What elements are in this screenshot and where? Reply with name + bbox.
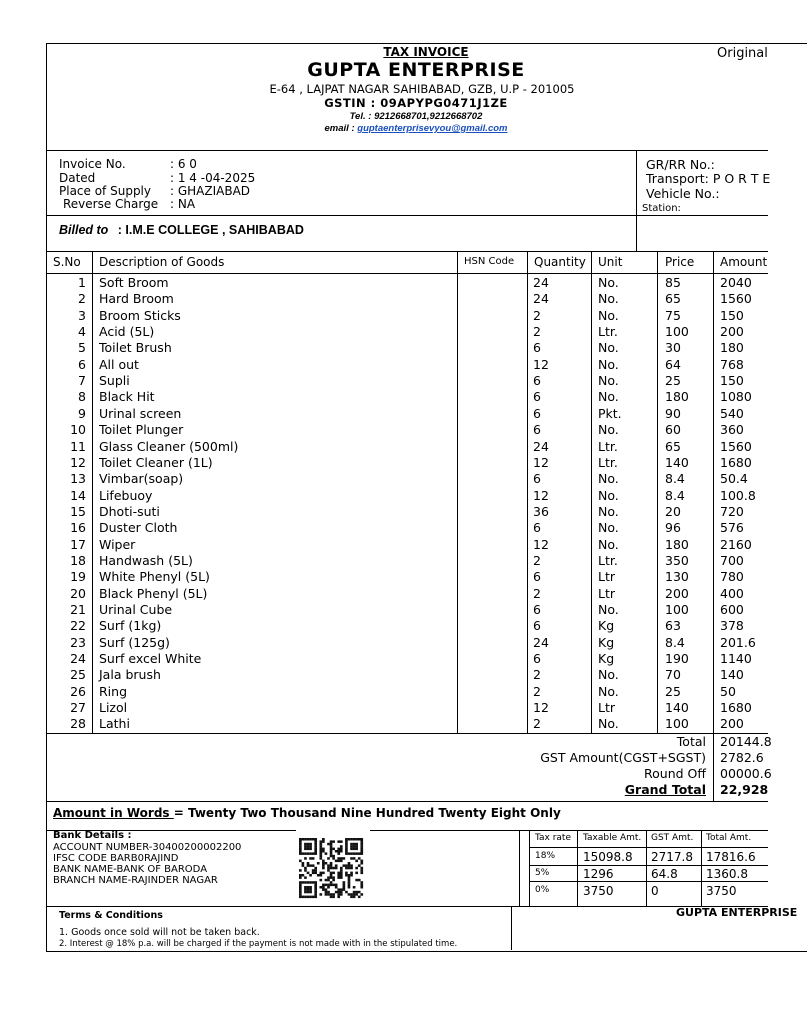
cell-sno: 4 bbox=[78, 324, 86, 340]
cell-price: 25 bbox=[665, 683, 681, 699]
cell-description: Urinal screen bbox=[99, 405, 182, 421]
bank-ifsc: IFSC CODE BARB0RAJIND bbox=[53, 853, 179, 864]
cell-quantity: 24 bbox=[533, 275, 549, 290]
cell-price: 63 bbox=[665, 618, 681, 634]
cell-unit: Ltr bbox=[598, 585, 616, 601]
cell-quantity: 2 bbox=[533, 552, 541, 568]
reverse-charge: : NA bbox=[170, 197, 196, 211]
table-row bbox=[0, 553, 768, 569]
cell-amount: 1140 bbox=[720, 651, 752, 667]
bank-title: Bank Details : bbox=[53, 830, 132, 841]
cell-price: 30 bbox=[665, 340, 681, 356]
cell-description: Dhoti-suti bbox=[99, 503, 160, 519]
cell-description: Soft Broom bbox=[99, 275, 169, 290]
tax-cell: 1296 bbox=[583, 867, 614, 881]
divider bbox=[370, 830, 768, 831]
cell-unit: No. bbox=[598, 667, 619, 683]
cell-price: 75 bbox=[665, 307, 681, 323]
cell-price: 60 bbox=[665, 422, 681, 438]
cell-description: Toilet Cleaner (1L) bbox=[99, 454, 213, 470]
cell-amount: 150 bbox=[720, 307, 744, 323]
cell-sno: 12 bbox=[70, 454, 86, 470]
cell-description: Broom Sticks bbox=[99, 307, 181, 323]
cell-unit: No. bbox=[598, 471, 619, 487]
table-row bbox=[0, 488, 768, 504]
cell-amount: 720 bbox=[720, 503, 744, 519]
cell-price: 100 bbox=[665, 716, 689, 732]
th-amount: Amount bbox=[720, 255, 768, 269]
billed-to-label: Billed to bbox=[59, 223, 109, 237]
tax-cell: 64.8 bbox=[651, 867, 678, 881]
terms-title: Terms & Conditions bbox=[59, 910, 163, 921]
divider bbox=[46, 215, 768, 216]
email-label: email : bbox=[324, 123, 355, 134]
cell-amount: 400 bbox=[720, 585, 744, 601]
cell-price: 130 bbox=[665, 569, 689, 585]
cell-description: White Phenyl (5L) bbox=[99, 569, 210, 585]
cell-sno: 15 bbox=[70, 503, 86, 519]
table-row bbox=[0, 373, 768, 389]
col-divider bbox=[646, 830, 647, 906]
bank-account: ACCOUNT NUMBER-30400200002200 bbox=[53, 842, 242, 853]
cell-unit: Kg bbox=[598, 651, 615, 667]
gst-value: 2782.6 bbox=[720, 750, 764, 765]
company-gstin: GSTIN : 09APYPG0471J1ZE bbox=[324, 96, 508, 110]
billed-to-line bbox=[59, 223, 304, 237]
cell-amount: 1560 bbox=[720, 438, 752, 454]
place-of-supply: : GHAZIABAD bbox=[170, 184, 251, 198]
cell-amount: 576 bbox=[720, 520, 744, 536]
cell-sno: 19 bbox=[70, 569, 86, 585]
cell-quantity: 12 bbox=[533, 487, 549, 503]
table-row bbox=[0, 520, 768, 536]
cell-price: 100 bbox=[665, 324, 689, 340]
tax-header: Total Amt. bbox=[706, 833, 752, 843]
table-row bbox=[0, 716, 768, 732]
cell-price: 25 bbox=[665, 373, 681, 389]
th-quantity: Quantity bbox=[534, 255, 586, 269]
cell-unit: Ltr bbox=[598, 569, 616, 585]
cell-price: 140 bbox=[665, 700, 689, 716]
cell-sno: 9 bbox=[78, 405, 86, 421]
cell-unit: No. bbox=[598, 503, 619, 519]
table-row bbox=[0, 586, 768, 602]
cell-unit: No. bbox=[598, 520, 619, 536]
divider bbox=[46, 273, 768, 274]
invoice-no-label: Invoice No. bbox=[59, 157, 126, 171]
signature-company: GUPTA ENTERPRISE bbox=[676, 906, 798, 919]
cell-description: Glass Cleaner (500ml) bbox=[99, 438, 239, 454]
grand-total-label: Grand Total bbox=[624, 782, 706, 797]
qr-code bbox=[299, 838, 363, 898]
cell-price: 8.4 bbox=[665, 487, 685, 503]
gst-label: GST Amount(CGST+SGST) bbox=[540, 750, 706, 765]
tax-header: Taxable Amt. bbox=[583, 833, 642, 843]
cell-sno: 17 bbox=[70, 536, 86, 552]
cell-amount: 1080 bbox=[720, 389, 752, 405]
table-row bbox=[0, 389, 768, 405]
cell-quantity: 2 bbox=[533, 716, 541, 732]
cell-amount: 768 bbox=[720, 356, 744, 372]
company-address: E-64 , LAJPAT NAGAR SAHIBABAD, GZB, U.P - 201005 bbox=[269, 82, 575, 96]
cell-unit: Ltr. bbox=[598, 552, 618, 568]
cell-unit: No. bbox=[598, 373, 619, 389]
tax-cell: 1360.8 bbox=[706, 867, 748, 881]
cell-sno: 16 bbox=[70, 520, 86, 536]
divider bbox=[46, 801, 768, 802]
cell-amount: 600 bbox=[720, 602, 744, 617]
cell-description: Black Hit bbox=[99, 389, 155, 405]
th-unit: Unit bbox=[598, 255, 623, 269]
table-row bbox=[0, 422, 768, 438]
table-row bbox=[0, 291, 768, 307]
col-divider bbox=[701, 830, 702, 906]
doc-title: TAX INVOICE bbox=[383, 45, 469, 59]
amount-in-words-value: = Twenty Two Thousand Nine Hundred Twenty Eight Only bbox=[173, 806, 561, 820]
divider bbox=[46, 150, 768, 151]
company-tel: Tel. : 9212668701,9212668702 bbox=[349, 111, 483, 122]
dated: : 1 4 -04-2025 bbox=[170, 171, 256, 185]
gr-rr-no: GR/RR No.: bbox=[646, 157, 715, 172]
dated-label: Dated bbox=[59, 171, 96, 185]
copy-label: Original bbox=[717, 46, 768, 61]
table-row bbox=[0, 618, 768, 634]
cell-quantity: 12 bbox=[533, 700, 549, 716]
cell-unit: No. bbox=[598, 340, 619, 356]
th-sno: S.No bbox=[53, 255, 81, 269]
cell-quantity: 36 bbox=[533, 503, 549, 519]
cell-unit: No. bbox=[598, 422, 619, 438]
tax-cell: 0% bbox=[535, 885, 550, 895]
cell-quantity: 6 bbox=[533, 569, 541, 585]
table-row bbox=[0, 324, 768, 340]
th-hsn: HSN Code bbox=[464, 256, 515, 267]
table-row bbox=[0, 406, 768, 422]
cell-sno: 22 bbox=[70, 618, 86, 634]
cell-sno: 3 bbox=[78, 307, 86, 323]
table-row bbox=[0, 275, 768, 291]
cell-price: 8.4 bbox=[665, 634, 685, 650]
col-divider bbox=[511, 906, 512, 950]
company-email-line bbox=[46, 123, 786, 134]
cell-description: Black Phenyl (5L) bbox=[99, 585, 208, 601]
cell-unit: No. bbox=[598, 389, 619, 405]
cell-description: Lifebuoy bbox=[99, 487, 153, 503]
cell-quantity: 12 bbox=[533, 536, 549, 552]
cell-unit: Pkt. bbox=[598, 405, 622, 421]
table-row bbox=[0, 602, 768, 618]
table-row bbox=[0, 635, 768, 651]
grand-total-value: 22,928 bbox=[720, 782, 769, 797]
divider bbox=[636, 150, 637, 251]
col-divider bbox=[577, 830, 578, 906]
cell-unit: No. bbox=[598, 291, 619, 307]
cell-unit: Ltr bbox=[598, 700, 616, 716]
cell-amount: 1560 bbox=[720, 291, 752, 307]
cell-amount: 200 bbox=[720, 716, 744, 732]
cell-quantity: 6 bbox=[533, 602, 541, 617]
tax-cell: 3750 bbox=[583, 884, 614, 898]
cell-description: Toilet Plunger bbox=[99, 422, 184, 438]
tax-cell: 15098.8 bbox=[583, 850, 633, 864]
email-link[interactable]: guptaenterprisevyou@gmail.com bbox=[357, 123, 508, 134]
cell-sno: 2 bbox=[78, 291, 86, 307]
cell-description: Surf excel White bbox=[99, 651, 202, 667]
cell-quantity: 6 bbox=[533, 651, 541, 667]
cell-description: Acid (5L) bbox=[99, 324, 155, 340]
cell-quantity: 6 bbox=[533, 618, 541, 634]
cell-sno: 28 bbox=[70, 716, 86, 732]
cell-price: 350 bbox=[665, 552, 689, 568]
cell-amount: 2040 bbox=[720, 275, 752, 290]
cell-price: 64 bbox=[665, 356, 681, 372]
divider bbox=[46, 906, 768, 907]
table-row bbox=[0, 504, 768, 520]
company-name: GUPTA ENTERPRISE bbox=[307, 59, 525, 81]
cell-quantity: 6 bbox=[533, 389, 541, 405]
cell-amount: 780 bbox=[720, 569, 744, 585]
cell-unit: No. bbox=[598, 716, 619, 732]
th-description: Description of Goods bbox=[99, 255, 225, 269]
cell-sno: 27 bbox=[70, 700, 86, 716]
cell-sno: 24 bbox=[70, 651, 86, 667]
table-row bbox=[0, 700, 768, 716]
cell-unit: No. bbox=[598, 487, 619, 503]
cell-sno: 13 bbox=[70, 471, 86, 487]
cell-description: Vimbar(soap) bbox=[99, 471, 184, 487]
cell-amount: 2160 bbox=[720, 536, 752, 552]
cell-sno: 20 bbox=[70, 585, 86, 601]
cell-quantity: 6 bbox=[533, 471, 541, 487]
cell-quantity: 24 bbox=[533, 634, 549, 650]
cell-description: Wiper bbox=[99, 536, 136, 552]
cell-price: 140 bbox=[665, 454, 689, 470]
cell-sno: 26 bbox=[70, 683, 86, 699]
cell-amount: 700 bbox=[720, 552, 744, 568]
cell-unit: No. bbox=[598, 307, 619, 323]
cell-unit: Ltr. bbox=[598, 438, 618, 454]
cell-description: Handwash (5L) bbox=[99, 552, 193, 568]
total-value: 20144.8 bbox=[720, 734, 772, 749]
cell-price: 190 bbox=[665, 651, 689, 667]
table-row bbox=[0, 537, 768, 553]
roundoff-label: Round Off bbox=[644, 766, 706, 781]
station: Station: bbox=[642, 203, 681, 214]
cell-amount: 201.6 bbox=[720, 634, 756, 650]
cell-unit: No. bbox=[598, 275, 619, 290]
cell-quantity: 12 bbox=[533, 454, 549, 470]
cell-sno: 7 bbox=[78, 373, 86, 389]
cell-price: 200 bbox=[665, 585, 689, 601]
cell-description: Surf (1kg) bbox=[99, 618, 162, 634]
cell-description: Lathi bbox=[99, 716, 130, 732]
cell-amount: 50.4 bbox=[720, 471, 748, 487]
invoice-no: : 6 0 bbox=[170, 157, 197, 171]
tax-cell: 2717.8 bbox=[651, 850, 693, 864]
amount-in-words-label: Amount in Words bbox=[53, 806, 174, 820]
cell-price: 100 bbox=[665, 602, 689, 617]
cell-sno: 8 bbox=[78, 389, 86, 405]
cell-amount: 100.8 bbox=[720, 487, 756, 503]
col-divider bbox=[529, 830, 530, 906]
cell-unit: No. bbox=[598, 602, 619, 617]
cell-amount: 150 bbox=[720, 373, 744, 389]
table-row bbox=[0, 340, 768, 356]
cell-quantity: 2 bbox=[533, 667, 541, 683]
table-row bbox=[0, 455, 768, 471]
tax-cell: 0 bbox=[651, 884, 659, 898]
cell-quantity: 2 bbox=[533, 307, 541, 323]
reverse-label: Reverse Charge bbox=[63, 197, 159, 211]
cell-unit: Ltr. bbox=[598, 324, 618, 340]
cell-amount: 360 bbox=[720, 422, 744, 438]
cell-amount: 50 bbox=[720, 683, 736, 699]
transport: Transport: P O R T E bbox=[646, 171, 771, 186]
tax-cell: 3750 bbox=[706, 884, 737, 898]
cell-quantity: 2 bbox=[533, 585, 541, 601]
cell-sno: 14 bbox=[70, 487, 86, 503]
table-row bbox=[0, 471, 768, 487]
cell-amount: 378 bbox=[720, 618, 744, 634]
cell-price: 180 bbox=[665, 536, 689, 552]
cell-unit: Kg bbox=[598, 618, 615, 634]
cell-amount: 1680 bbox=[720, 454, 752, 470]
cell-quantity: 6 bbox=[533, 373, 541, 389]
cell-unit: No. bbox=[598, 683, 619, 699]
table-row bbox=[0, 569, 768, 585]
table-row bbox=[0, 667, 768, 683]
table-row bbox=[0, 357, 768, 373]
col-divider bbox=[519, 830, 520, 906]
cell-price: 65 bbox=[665, 291, 681, 307]
cell-price: 90 bbox=[665, 405, 681, 421]
roundoff-value: 00000.6 bbox=[720, 766, 772, 781]
cell-sno: 21 bbox=[70, 602, 86, 617]
amount-in-words bbox=[53, 806, 561, 820]
cell-price: 85 bbox=[665, 275, 681, 290]
cell-sno: 10 bbox=[70, 422, 86, 438]
cell-price: 20 bbox=[665, 503, 681, 519]
vehicle-no: Vehicle No.: bbox=[646, 186, 720, 201]
cell-sno: 11 bbox=[70, 438, 86, 454]
cell-quantity: 6 bbox=[533, 422, 541, 438]
cell-description: Lizol bbox=[99, 700, 128, 716]
billed-to-value: : I.M.E COLLEGE , SAHIBABAD bbox=[117, 223, 304, 237]
cell-sno: 18 bbox=[70, 552, 86, 568]
cell-quantity: 6 bbox=[533, 405, 541, 421]
cell-unit: No. bbox=[598, 356, 619, 372]
cell-amount: 200 bbox=[720, 324, 744, 340]
cell-amount: 180 bbox=[720, 340, 744, 356]
cell-price: 8.4 bbox=[665, 471, 685, 487]
cell-description: All out bbox=[99, 356, 139, 372]
cell-description: Supli bbox=[99, 373, 130, 389]
table-row bbox=[0, 684, 768, 700]
divider bbox=[46, 251, 768, 252]
cell-price: 180 bbox=[665, 389, 689, 405]
terms-line-1: 1. Goods once sold will not be taken back. bbox=[59, 927, 260, 938]
cell-description: Toilet Brush bbox=[99, 340, 172, 356]
bank-branch: BRANCH NAME-RAJINDER NAGAR bbox=[53, 875, 218, 886]
cell-description: Hard Broom bbox=[99, 291, 174, 307]
cell-amount: 540 bbox=[720, 405, 744, 421]
cell-sno: 25 bbox=[70, 667, 86, 683]
place-label: Place of Supply bbox=[59, 184, 151, 198]
th-price: Price bbox=[665, 255, 695, 269]
cell-amount: 1680 bbox=[720, 700, 752, 716]
tax-header: GST Amt. bbox=[651, 833, 694, 843]
cell-sno: 23 bbox=[70, 634, 86, 650]
cell-quantity: 12 bbox=[533, 356, 549, 372]
cell-description: Duster Cloth bbox=[99, 520, 178, 536]
cell-description: Ring bbox=[99, 683, 128, 699]
tax-cell: 17816.6 bbox=[706, 850, 756, 864]
cell-quantity: 2 bbox=[533, 683, 541, 699]
cell-unit: Ltr. bbox=[598, 454, 618, 470]
divider bbox=[529, 847, 768, 848]
table-row bbox=[0, 651, 768, 667]
cell-quantity: 6 bbox=[533, 340, 541, 356]
cell-description: Jala brush bbox=[99, 667, 161, 683]
cell-price: 65 bbox=[665, 438, 681, 454]
tax-cell: 5% bbox=[535, 868, 550, 878]
table-row bbox=[0, 308, 768, 324]
cell-quantity: 2 bbox=[533, 324, 541, 340]
cell-quantity: 6 bbox=[533, 520, 541, 536]
divider bbox=[529, 881, 768, 882]
cell-quantity: 24 bbox=[533, 291, 549, 307]
cell-unit: Kg bbox=[598, 634, 615, 650]
tax-cell: 18% bbox=[535, 851, 556, 861]
terms-line-2: 2. Interest @ 18% p.a. will be charged if the payment is not made with in the stipulated time. bbox=[59, 939, 458, 949]
cell-sno: 5 bbox=[78, 340, 86, 356]
table-row bbox=[0, 439, 768, 455]
cell-sno: 1 bbox=[78, 275, 86, 290]
total-label: Total bbox=[676, 734, 706, 749]
cell-price: 96 bbox=[665, 520, 681, 536]
cell-description: Surf (125g) bbox=[99, 634, 170, 650]
cell-price: 70 bbox=[665, 667, 681, 683]
divider bbox=[529, 865, 768, 866]
bank-name: BANK NAME-BANK OF BARODA bbox=[53, 864, 208, 875]
cell-quantity: 24 bbox=[533, 438, 549, 454]
cell-unit: No. bbox=[598, 536, 619, 552]
cell-description: Urinal Cube bbox=[99, 602, 173, 617]
cell-sno: 6 bbox=[78, 356, 86, 372]
cell-amount: 140 bbox=[720, 667, 744, 683]
tax-header: Tax rate bbox=[535, 833, 571, 843]
